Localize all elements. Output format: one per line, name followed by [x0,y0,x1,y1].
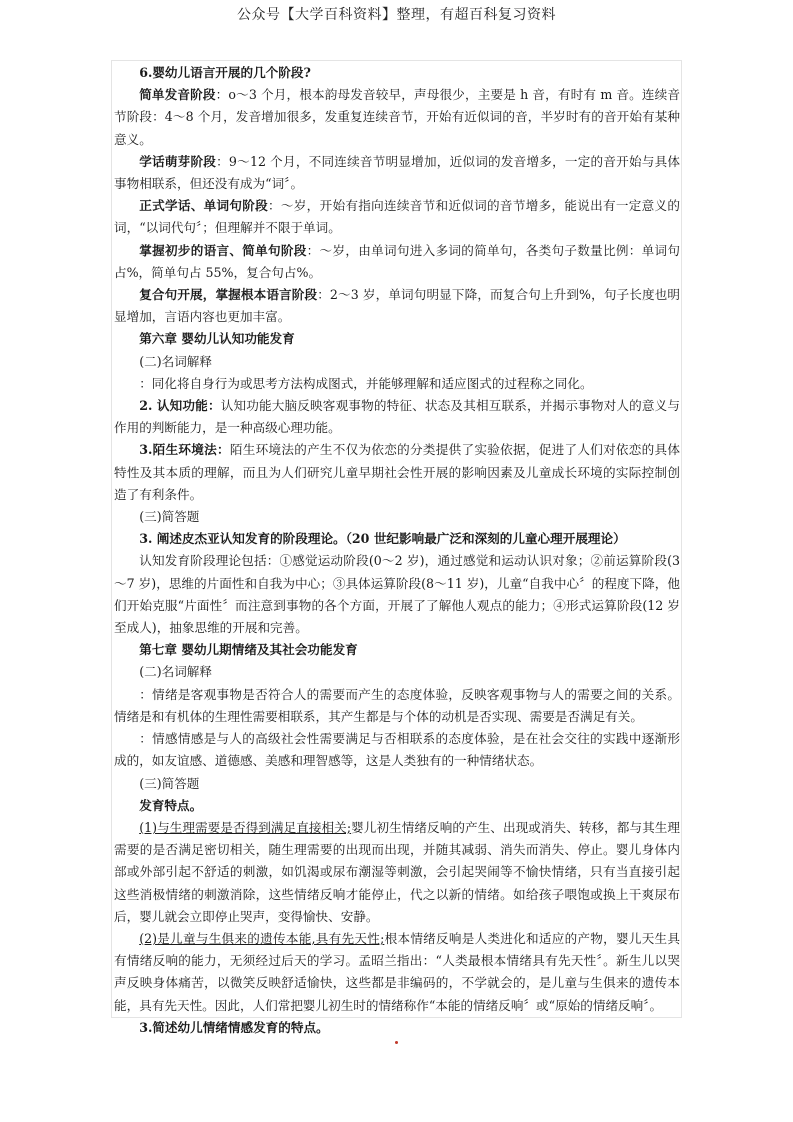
stage-3 [114,195,680,239]
stage-1-label: 简单发音阶段 [139,87,216,103]
chapter-6-q3-answer: 认知发育阶段理论包括：①感觉运动阶段(0～2 岁)，通过感觉和运动认识对象；②前运算阶段(3～7 岁)，思维的片面性和自我为中心；③具体运算阶段(8～11 岁)，儿童“自我中心〞的程度下降，他们开始克服“片面性〞而注意到事物的各个方面，开展了了解他人观点的能力；④形式运算阶段(12 岁至成人)，抽象思维的开展和完善。 [114,553,680,636]
chapter-6-def-cognition [114,395,680,439]
stage-5-label: 复合句开展，掌握根本语言阶段 [139,287,318,303]
page-header: 公众号【大学百科资料】整理，有超百科复习资料 [237,7,556,23]
chapter-6-title: 第六章 婴幼儿认知功能发育 [139,331,295,347]
chapter-7-def-feeling: ：情感情感是与人的高级社会性需要满足与否相联系的态度体验，是在社会交往的实践中逐渐形成的，如友谊感、道德感、美感和理智感等，这是人类独有的一种情绪状态。 [114,731,680,769]
chapter-7-point-2 [114,928,680,1017]
stage-4-text: ：～岁，由单词句进入多词的简单句，各类句子数量比例：单词句占%，简单句占 55%，复合句占%。 [114,242,681,280]
chapter-7-section-short-answer: (三)简答题 [139,775,200,791]
point-2-text: 根本情绪反响是人类进化和适应的产物，婴儿天生具有情绪反响的能力，无须经过后天的学习。孟昭兰指出：“人类最根本情绪具有先天性〞。新生儿以哭声反映身体痛苦，以微笑反映舒适愉快，这些都是非编码的，不学就会的，是儿童与生俱来的遗传本能，具有先天性。因此，人们常把婴儿初生时的情绪称作“本能的情绪反响〞或“原始的情绪反响〞。 [114,930,681,1013]
chapter-6-q3-title: 3. 阐述皮杰亚认知发育的阶段理论。（20 世纪影响最广泛和深刻的儿童心理开展理论） [139,531,626,547]
point-2-heading: (2)是儿童与生俱来的遗传本能,具有先天性; [139,930,385,946]
chapter-6-section-terms: (二)名词解释 [139,353,212,369]
q6-title: 6.婴幼儿语言开展的几个阶段? [139,65,311,80]
stage-1 [114,84,680,151]
chapter-7-section-terms: (二)名词解释 [139,664,212,680]
stage-5 [114,284,680,328]
chapter-7-def-emotion: ：情绪是客观事物是否符合人的需要而产生的态度体验，反映客观事物与人的需要之间的关系。情绪是和有机体的生理性需要相联系，其产生都是与个体的动机是否实现、需要是否满足有关。 [114,686,680,724]
stage-1-text: ：o～3 个月，根本韵母发音较早，声母很少，主要是 h 音，有时有 m 音。连续音节阶段：4～8 个月，发音增加很多，发重复连续音节，开始有近似词的音，半岁时有的音开始有某种意义。 [114,87,680,147]
chapter-7-q3-title: 3.简述幼儿情绪情感发育的特点。 [139,1019,329,1035]
stage-3-label: 正式学话、单词句阶段 [139,198,269,214]
chapter-6-section-short-answer: (三)简答题 [139,509,200,525]
stage-4 [114,240,680,284]
def-strange-situation-label: 3.陌生环境法： [139,442,230,458]
chapter-7-title: 第七章 婴幼儿期情绪及其社会功能发育 [139,642,358,658]
stage-5-text: ：2～3 岁，单词句明显下降，而复合句上升到%，句子长度也明显增加，言语内容也更加丰富。 [114,287,680,325]
page-marker-dot [395,1041,398,1044]
chapter-6-def-strange-situation [114,439,680,506]
def-cognition-text: 认知功能大脑反映客观事物的特征、状态及其相互联系，并揭示事物对人的意义与作用的判断能力，是一种高级心理功能。 [114,398,680,436]
def-strange-situation-text: 陌生环境法的产生不仅为依恋的分类提供了实验依据，促进了人们对依恋的具体特性及其本质的理解，而且为人们研究儿童早期社会性开展的影响因素及儿童成长环境的实际控制创造了有利条件。 [114,442,681,502]
point-1-heading: (1)与生理需要是否得到满足直接相关; [139,819,352,835]
stage-2-text: ：9～12 个月，不同连续音节明显增加，近似词的发音增多，一定的音开始与具体事物相联系，但还没有成为“词〞。 [114,153,681,192]
chapter-6-def-assimilation: ：同化将自身行为或思考方法构成图式，并能够理解和适应图式的过程称之同化。 [139,375,593,391]
point-1-text: 婴儿初生情绪反响的产生、出现或消失、转移，都与其生理需要的是否满足密切相关，随生理需要的出现而出现，并随其减弱、消失而消失、停止。婴儿身体内部或外部引起不舒适的刺激，如饥渴或尿布潮湿等刺激，会引起哭闹等不愉快情绪，只有当直接引起这些消极情绪的刺激消除，这些情绪反响才能停止，代之以新的情绪。如给孩子喂饱或换上干爽尿布后，婴儿就会立即停止哭声，变得愉快、安静。 [114,819,681,924]
stage-3-text: ：～岁，开始有指向连续音节和近似词的音节增多，能说出有一定意义的词，“以词代句〞；但理解并不限于单词。 [114,198,681,236]
document-body [114,62,680,1039]
chapter-7-point-1 [114,817,680,928]
stage-4-label: 掌握初步的语言、简单句阶段 [139,242,307,258]
chapter-7-dev-title: 发育特点。 [139,797,203,813]
stage-2-label: 学话萌芽阶段 [139,153,217,169]
def-cognition-label: 2. 认知功能： [139,398,221,414]
stage-2 [114,151,680,195]
